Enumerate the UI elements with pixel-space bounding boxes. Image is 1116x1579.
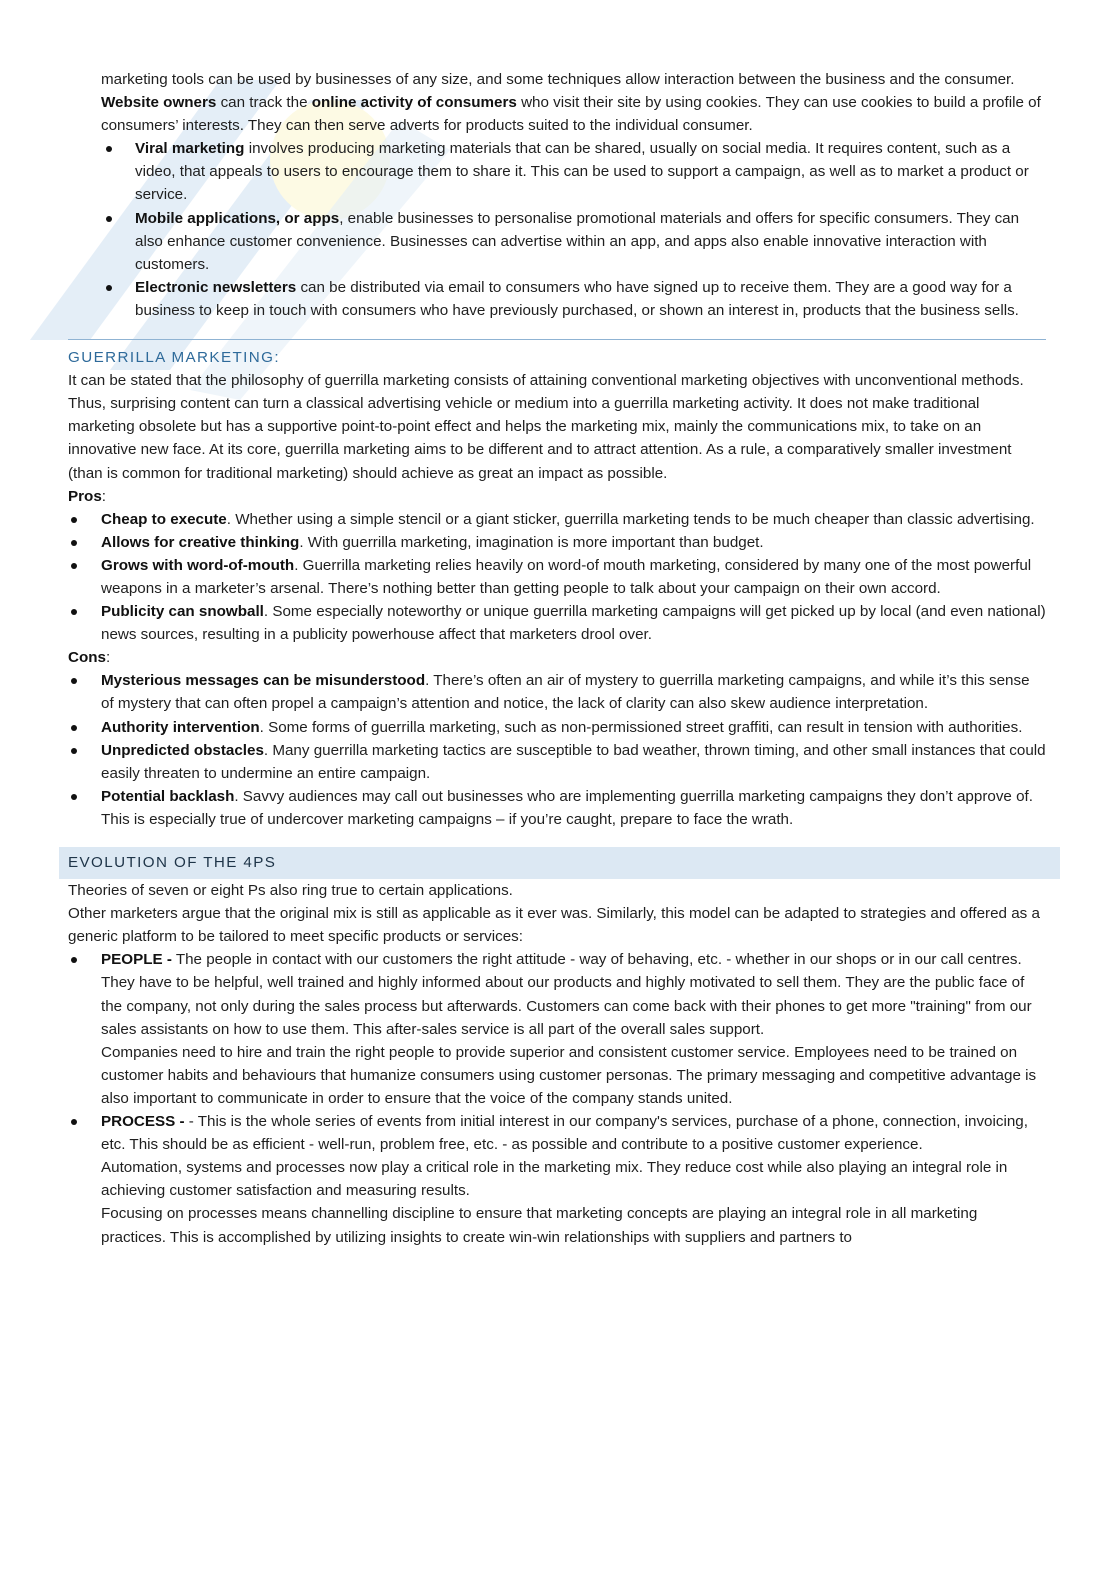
- section-divider: [68, 339, 1046, 340]
- online-tools-list: [68, 137, 1046, 322]
- document-content: [68, 68, 1046, 1249]
- list-item: Viral marketing involves producing marketing materials that can be shared, usually on social media. It requires content, such as a video, that appeals to users to encourage them to share it. This can be used to support a campaign, as well as to market a product or service.: [68, 137, 1046, 206]
- evolution-heading: EVOLUTION OF THE 4PS: [59, 847, 1060, 879]
- list-item: Grows with word-of-mouth. Guerrilla marketing relies heavily on word-of mouth marketing, considered by many one of the most powerful weapons in a marketer’s arsenal. There’s nothing better than getting people to talk about your campaign on their own accord.: [68, 554, 1046, 600]
- list-item: Potential backlash. Savvy audiences may call out businesses who are implementing guerrilla marketing campaigns they don’t approve of. This is especially true of undercover marketing campaigns – if you’re caught, prepare to face the wrath.: [68, 785, 1046, 831]
- guerrilla-paragraph: It can be stated that the philosophy of guerrilla marketing consists of attaining conventional marketing objectives with unconventional methods. Thus, surprising content can turn a classical advertising vehicle or medium into a guerrilla marketing activity. It does not make traditional marketing obsolete but has a supportive point-to-point effect and helps the marketing mix, mainly the communications mix, to take on an innovative new face. At its core, guerrilla marketing aims to be different and to attract attention. As a rule, a comparatively smaller investment (than is common for traditional marketing) should achieve as great an impact as possible.: [68, 372, 1024, 482]
- pros-label: Pros:: [68, 487, 106, 505]
- list-item: Mobile applications, or apps, enable businesses to personalise promotional materials and offers for specific consumers. They can also enhance customer convenience. Businesses can advertise within an app, and apps also enable innovative interaction with customers.: [68, 207, 1046, 276]
- intro-paragraph: marketing tools can be used by businesses of any size, and some techniques allow interaction between the business and the consumer. Website owners can track the online activity of consumers who visit their site by using cookies. They can use cookies to build a profile of consumers’ interests. They can then serve adverts for products suited to the individual consumer.: [101, 71, 1041, 135]
- list-item-people: PEOPLE - The people in contact with our customers the right attitude - way of behaving, etc. - whether in our shops or in our call centres. They have to be helpful, well trained and highly informed about our products and highly motivated to sell them. They are the public face of the company, not only during the sales process but afterwards. Customers can come back with their phones to get more "training" from our sales assistants on how to use them. This after-sales service is all part of the overall sales support. Companies need to hire and train the right people to provide superior and consistent customer service. Employees need to be trained on customer habits and behaviours that humanize consumers using customer personas. The primary messaging and competitive advantage is also important to communicate in order to ensure that the voice of the company stands united.: [68, 948, 1046, 1110]
- list-item: Unpredicted obstacles. Many guerrilla marketing tactics are susceptible to bad weather, thrown timing, and other small instances that could easily threaten to undermine an entire campaign.: [68, 739, 1046, 785]
- process-extra-paragraph: Automation, systems and processes now play a critical role in the marketing mix. They reduce cost while also playing an integral role in achieving customer satisfaction and measuring results.: [101, 1159, 1008, 1200]
- list-item: Cheap to execute. Whether using a simple stencil or a giant sticker, guerrilla marketing tends to be much cheaper than classic advertising.: [68, 508, 1046, 531]
- evolution-paragraph-2: Other marketers argue that the original mix is still as applicable as it ever was. Similarly, this model can be adapted to strategies and offered as a generic platform to be tailored to meet specific products or services:: [68, 905, 1040, 946]
- evolution-list: [68, 948, 1046, 1248]
- list-item: Publicity can snowball. Some especially noteworthy or unique guerrilla marketing campaigns will get picked up by local (and even national) news sources, resulting in a publicity powerhouse affect that marketers drool over.: [68, 600, 1046, 646]
- list-item: Allows for creative thinking. With guerrilla marketing, imagination is more important than budget.: [68, 531, 1046, 554]
- evolution-paragraph-1: Theories of seven or eight Ps also ring true to certain applications.: [68, 882, 513, 900]
- pros-list: [68, 508, 1046, 647]
- list-item: Mysterious messages can be misunderstood. There’s often an air of mystery to guerrilla marketing campaigns, and while it’s this sense of mystery that can often propel a campaign’s attention and notice, the lack of clarity can also skew audience interpretation.: [68, 669, 1046, 715]
- list-item: Authority intervention. Some forms of guerrilla marketing, such as non-permissioned street graffiti, can result in tension with authorities.: [68, 716, 1046, 739]
- list-item-process: PROCESS - - This is the whole series of events from initial interest in our company's services, purchase of a phone, connection, invoicing, etc. This should be as efficient - well-run, problem free, etc. - as possible and contribute to a positive customer experience. Automation, systems and processes now play a critical role in the marketing mix. They reduce cost while also playing an integral role in achieving customer satisfaction and measuring results. Focusing on processes means channelling discipline to ensure that marketing concepts are playing an integral role in all marketing practices. This is accomplished by utilizing insights to create win-win relationships with suppliers and partners to: [68, 1110, 1046, 1249]
- process-extra-paragraph: Focusing on processes means channelling discipline to ensure that marketing concepts are playing an integral role in all marketing practices. This is accomplished by utilizing insights to create win-win relationships with suppliers and partners to: [101, 1205, 978, 1246]
- list-item: Electronic newsletters can be distributed via email to consumers who have signed up to receive them. They are a good way for a business to keep in touch with consumers who have previously purchased, or shown an interest in, products that the business sells.: [68, 276, 1046, 322]
- cons-list: [68, 669, 1046, 831]
- guerrilla-heading: GUERRILLA MARKETING:: [68, 349, 280, 367]
- cons-label: Cons:: [68, 649, 111, 667]
- people-extra-paragraph: Companies need to hire and train the right people to provide superior and consistent customer service. Employees need to be trained on customer habits and behaviours that humanize consumers using customer personas. The primary messaging and competitive advantage is also important to communicate in order to ensure that the voice of the company stands united.: [101, 1043, 1037, 1107]
